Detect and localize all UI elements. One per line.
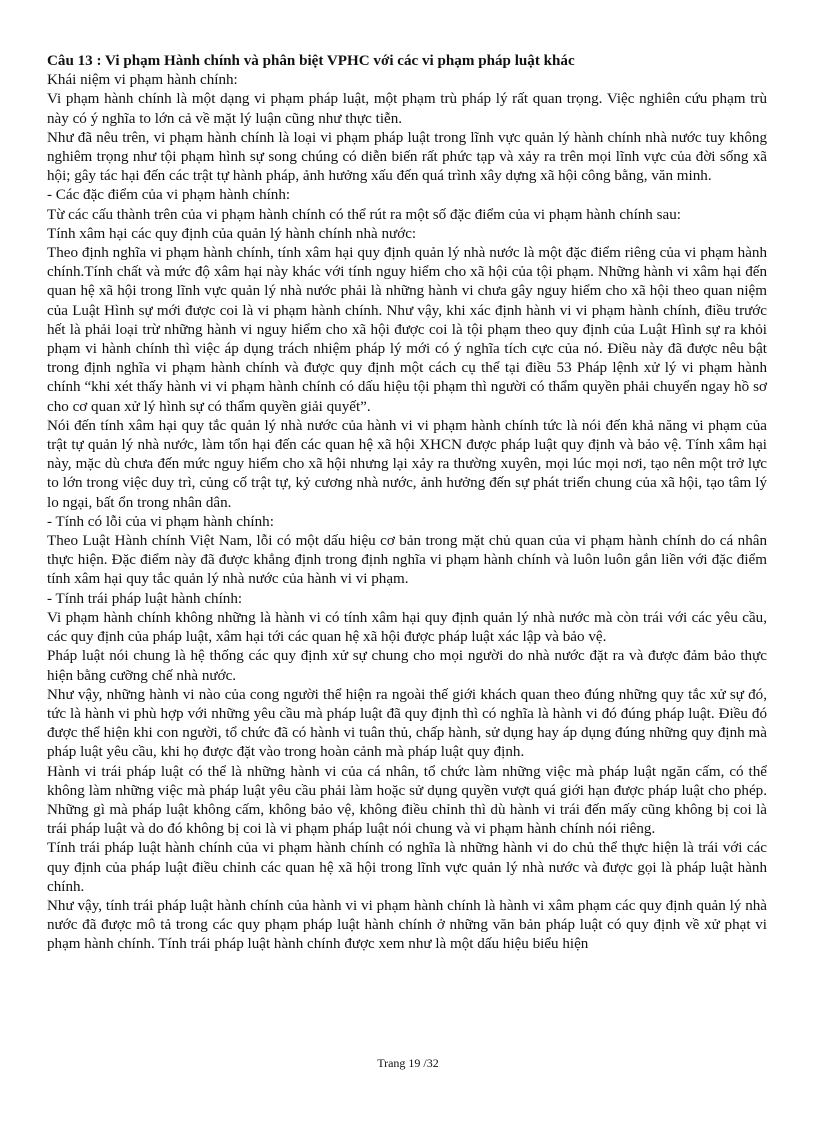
paragraph: Pháp luật nói chung là hệ thống các quy định xử sự chung cho mọi người do nhà nước đặt ra và được đảm bảo thực hiện bằng cưỡng chế nhà nước. [47,648,767,684]
paragraph: Như đã nêu trên, vi phạm hành chính là loại vi phạm pháp luật trong lĩnh vực quản lý hành chính nhà nước tuy không nghiêm trọng như tội phạm hình sự song chúng có diễn biến rất phức tạp và xảy ra trên mọi lĩnh vực của đời sống xã hội; gây tác hại đến các trật tự hành pháp, ảnh hưởng xấu đến quá trình xây dựng xã hội công bằng, văn minh. [47,129,767,185]
section-heading: - Các đặc điểm của vi phạm hành chính: [47,187,291,204]
paragraph: Vi phạm hành chính là một dạng vi phạm pháp luật, một phạm trù pháp lý rất quan trọng. Việc nghiên cứu phạm trù này có ý nghĩa to lớn cả về mặt lý luận cũng như thực tiễn. [47,91,767,127]
page-number: Trang 19 /32 [377,1056,439,1070]
paragraph: Tính trái pháp luật hành chính của vi phạm hành chính có nghĩa là những hành vi do chủ thể thực hiện là trái với các quy định của pháp luật điều chỉnh các quan hệ xã hội trong lĩnh vực quản lý nhà nước và được gọi là pháp luật hành chính. [47,840,767,895]
section-heading: - Tính trái pháp luật hành chính: [47,590,243,607]
paragraph: Theo định nghĩa vi phạm hành chính, tính xâm hại quy định quản lý nhà nước là một đặc điểm riêng của vi phạm hành chính.Tính chất và mức độ xâm hại này khác với tính nguy hiểm cho xã hội của tội phạm. Những hành vi xâm hại đến quan hệ xã hội trong lĩnh vực quản lý nhà nước phải là những hành vi chưa gây nguy hiểm cho xã hội theo quan niệm của Luật Hình sự mới được coi là vi phạm hành chính. Như vậy, khi xác định hành vi vi phạm hành chính, điều trước hết là phải loại trừ những hành vi nguy hiểm cho xã hội được coi là tội phạm theo quy định của Luật Hình sự ra khỏi phạm vi hành chính thì việc áp dụng trách nhiệm pháp lý mới có ý nghĩa tích cực của nó. Điều này đã được nêu bật trong định nghĩa vi phạm hành chính và được quy định một cách cụ thể tại điều 53 Pháp lệnh xử lý vi phạm hành chính “khi xét thấy hành vi vi phạm hành chính có dấu hiệu tội phạm thì người có thẩm quyền phải chuyển ngay hồ sơ cho cơ quan xử lý hình sự có thẩm quyền giải quyết”. [47,245,767,415]
paragraph: Theo Luật Hành chính Việt Nam, lỗi có một dấu hiệu cơ bản trong mặt chủ quan của vi phạm hành chính do cá nhân thực hiện. Đặc điểm này đã được khẳng định trong định nghĩa vi phạm hành chính và luôn luôn gắn liền với đặc điểm tính xâm hại quy tắc quản lý nhà nước của hành vi vi phạm. [47,533,767,588]
subsection-heading: Tính xâm hại các quy định của quản lý hành chính nhà nước: [47,225,417,242]
paragraph: Vi phạm hành chính không những là hành vi có tính xâm hại quy định quản lý nhà nước mà còn trái với các yêu cầu, các quy định của pháp luật, xâm hại tới các quan hệ xã hội được pháp luật xác lập và bảo vệ. [47,609,767,646]
paragraph: Hành vi trái pháp luật có thể là những hành vi của cá nhân, tổ chức làm những việc mà pháp luật ngăn cấm, có thể không làm những việc mà pháp luật yêu cầu phải làm hoặc sử dụng quyền vượt quá giới hạn được pháp luật cho phép. Những gì mà pháp luật không cấm, không bảo vệ, không điều chỉnh thì dù hành vi trái đến mấy cũng không bị coi là trái pháp luật và do đó không bị coi là vi phạm pháp luật nói chung và vi phạm hành chính nói riêng. [47,763,767,838]
paragraph: Khái niệm vi phạm hành chính: [47,72,238,89]
paragraph: Nói đến tính xâm hại quy tắc quản lý nhà nước của hành vi vi phạm hành chính tức là nói đến khả năng vi phạm của trật tự quản lý nhà nước, làm tổn hại đến các quan hệ xã hội XHCN được pháp luật quy định và bảo vệ. Tính xâm hại này, mặc dù chưa đến mức nguy hiểm cho xã hội nhưng lại xảy ra thường xuyên, mọi lúc mọi nơi, tạo nên một trở lực to lớn trong việc duy trì, củng cố trật tự, kỷ cương nhà nước, ảnh hưởng đến sự phát triển chung của xã hội, tạo tâm lý lo ngại, bất ổn trong nhân dân. [47,417,767,511]
section-heading: - Tính có lỗi của vi phạm hành chính: [47,513,274,530]
question-title: Câu 13 : Vi phạm Hành chính và phân biệt VPHC với các vi phạm pháp luật khác [47,53,575,69]
paragraph: Từ các cấu thành trên của vi phạm hành chính có thể rút ra một số đặc điểm của vi phạm hành chính sau: [47,206,681,223]
paragraph: Như vậy, tính trái pháp luật hành chính của hành vi vi phạm hành chính là hành vi xâm phạm các quy định quản lý nhà nước đã được mô tả trong các quy phạm pháp luật hành chính ở những văn bản pháp luật có quy định về xử phạt vi phạm hành chính. Tính trái pháp luật hành chính được xem như là một dấu hiệu biểu hiện [47,897,767,953]
document-page [47,52,767,955]
paragraph: Như vậy, những hành vi nào của cong người thể hiện ra ngoài thế giới khách quan theo đúng những quy tắc xử sự đó, tức là hành vi phù hợp với những yêu cầu mà pháp luật đã quy định thì có nghĩa là hành vi đó đúng pháp luật. Điều đó được thể hiện khi con người, tổ chức đã có hành vi tuân thủ, chấp hành, sử dụng hay áp dụng đúng những quy định mà pháp luật yêu cầu, khi họ được đặt vào trong hoàn cảnh mà pháp luật quy định. [47,686,767,761]
